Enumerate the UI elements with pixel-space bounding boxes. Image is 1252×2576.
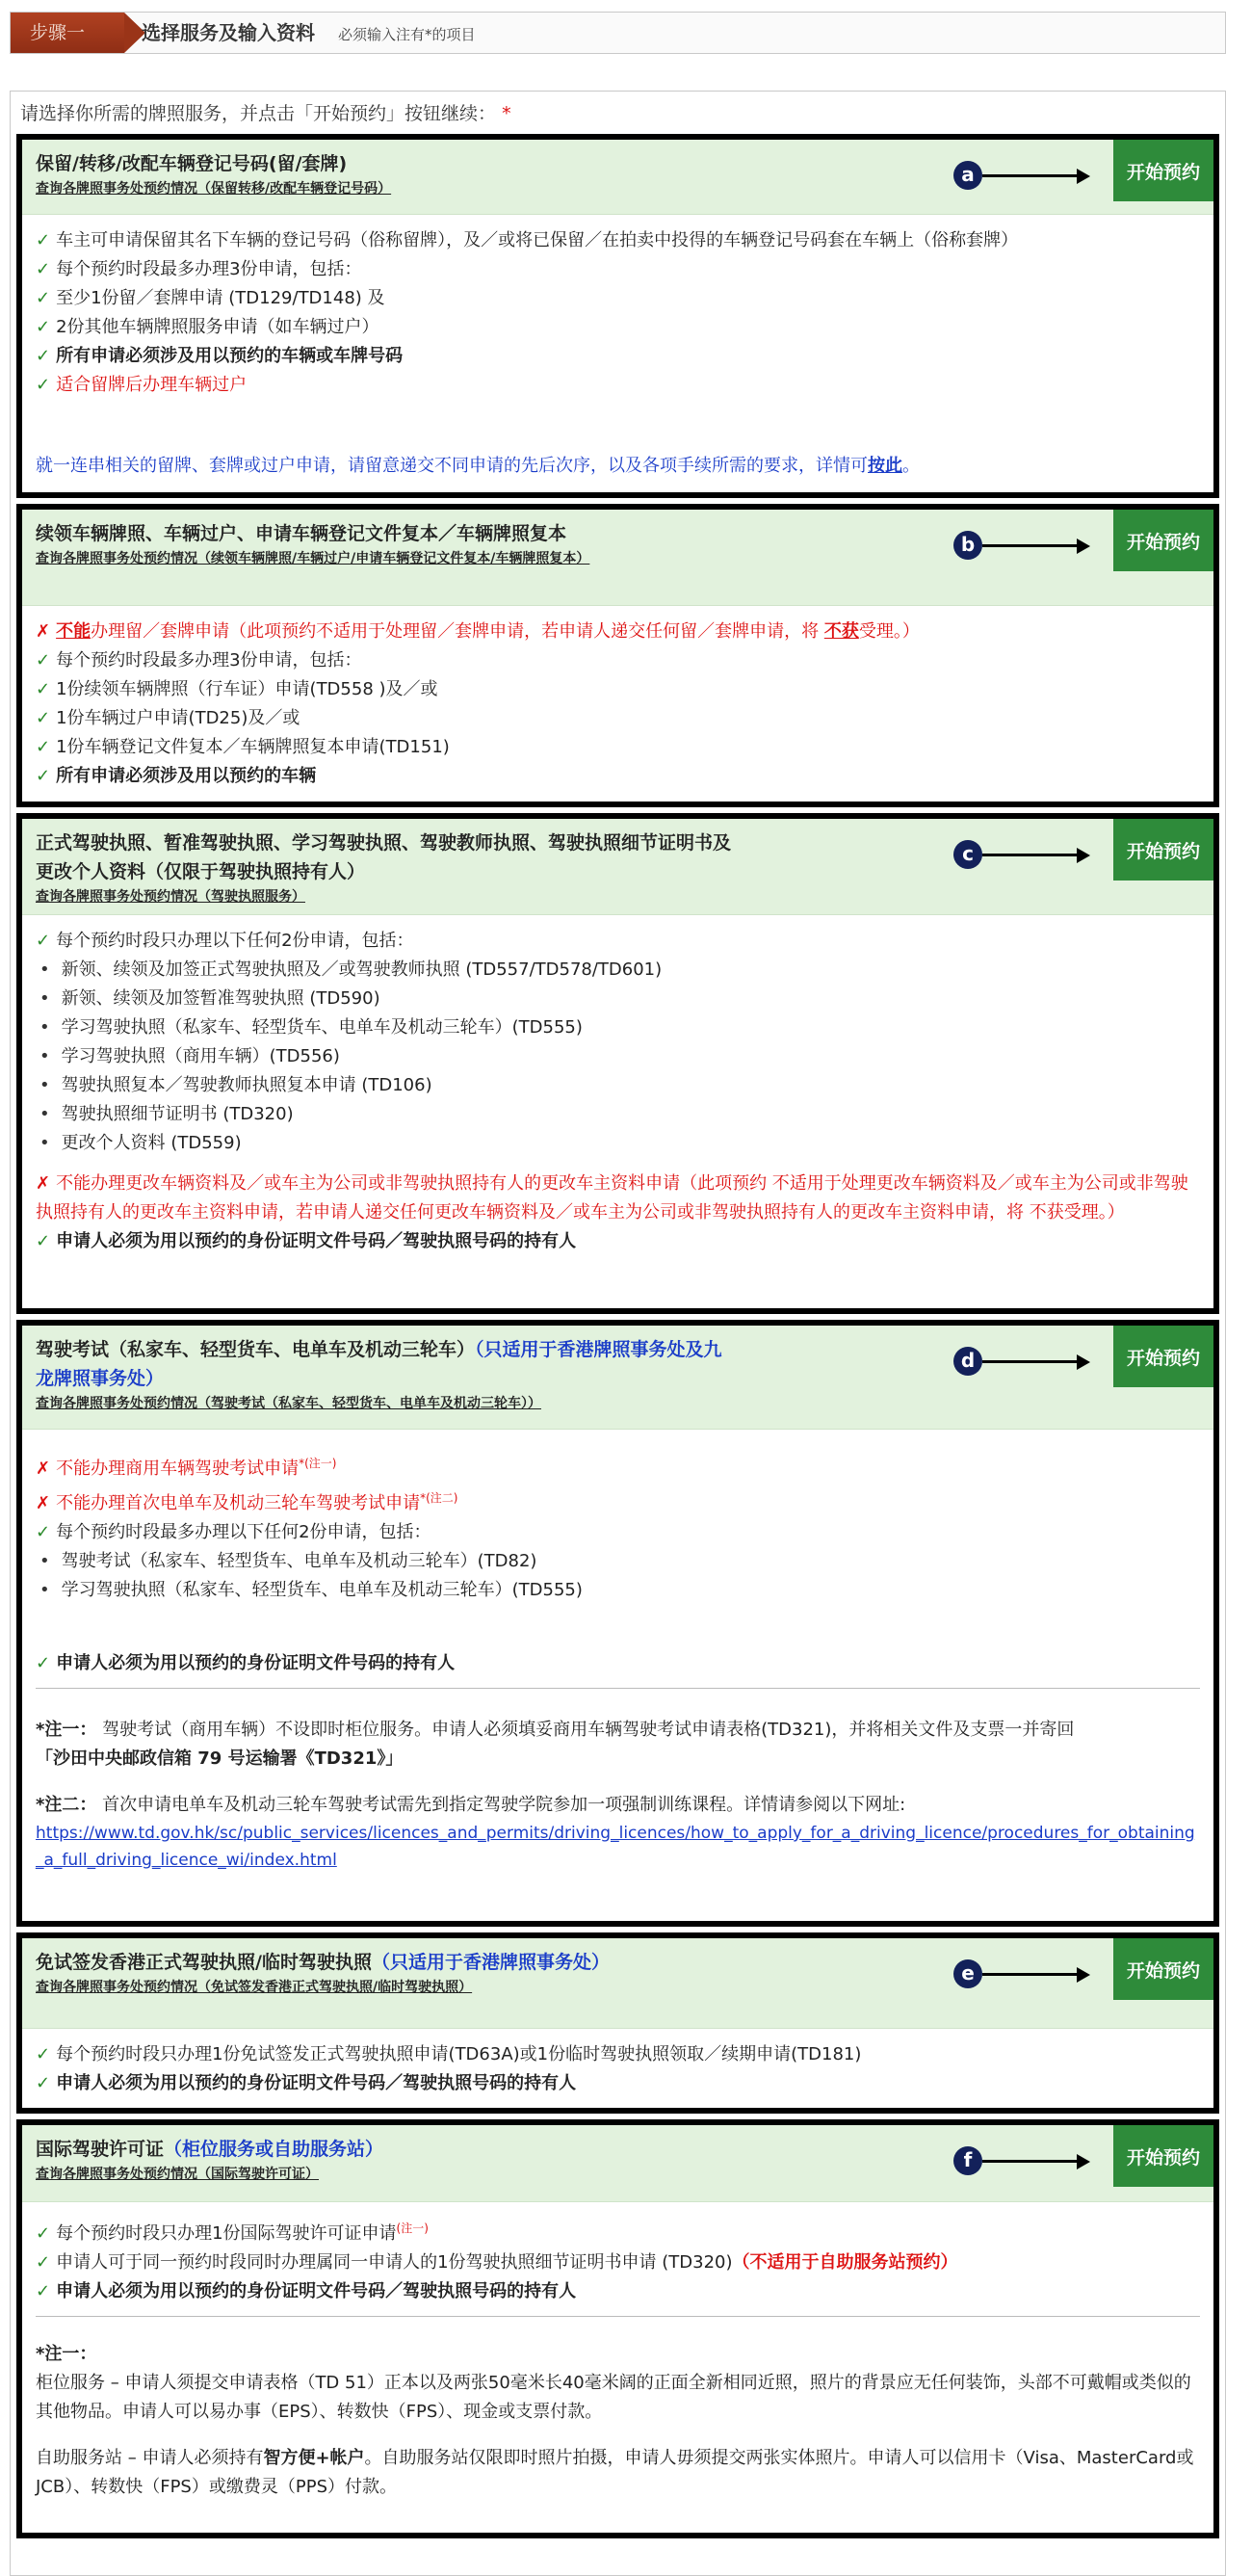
- note-ref: *(注一): [299, 1457, 337, 1470]
- availability-link[interactable]: 查询各牌照事务处预约情况（驾驶考试（私家车、轻型货车、电单车及机动三轮车））: [36, 1396, 541, 1411]
- panel-header: [22, 1938, 1213, 2029]
- arrow-icon: [982, 854, 1079, 856]
- mailing-address: 「沙田中央邮政信箱 79 号运输署《TD321》」: [36, 1748, 404, 1769]
- note-label: *注一：: [36, 2344, 97, 2364]
- kiosk-exclusion: （不适用于自助服务站预约）: [732, 2252, 958, 2273]
- service-panel-f: [16, 2119, 1219, 2538]
- warning-item: [36, 1170, 1200, 1227]
- service-selection-form: [10, 91, 1226, 2576]
- list-item: [36, 284, 1200, 313]
- list-item: [36, 1518, 1200, 1547]
- check-icon: ✓: [36, 1653, 51, 1673]
- service-panel-b: [16, 504, 1219, 807]
- item-text: 1份车辆登记文件复本／车辆牌照复本申请(TD151): [56, 737, 450, 757]
- item-text: 适合留牌后办理车辆过户: [56, 375, 248, 395]
- arrow-head-icon: [1077, 1967, 1090, 1983]
- start-booking-button[interactable]: 开始预约: [1113, 140, 1213, 201]
- start-booking-button[interactable]: 开始预约: [1113, 819, 1213, 881]
- list-item: [36, 927, 1200, 956]
- title-scope: （柜位服务或自助服务站）: [164, 2139, 384, 2160]
- title-text: 驾驶考试（私家车、轻型货车、电单车及机动三轮车）: [36, 1339, 476, 1360]
- warning-item: [36, 1449, 1200, 1484]
- start-booking-button[interactable]: 开始预约: [1113, 1938, 1213, 2000]
- list-item: [36, 675, 1200, 704]
- warning-item: [36, 618, 1200, 646]
- divider: [36, 2316, 1200, 2317]
- list-item: [36, 704, 1200, 733]
- list-item: [36, 2277, 1200, 2306]
- marker-d: [953, 1347, 1098, 1376]
- item-text: 至少1份留／套牌申请 (TD129/TD148) 及: [56, 288, 385, 308]
- arrow-icon: [982, 1973, 1079, 1976]
- panel-header: [22, 510, 1213, 606]
- note-text: 自助服务站 – 申请人必须持有: [36, 2448, 264, 2468]
- warn-text: 不能办理首次电单车及机动三轮车驾驶考试申请: [56, 1493, 421, 1513]
- arrow-icon: [982, 1360, 1079, 1363]
- note-text: 。自助服务站仅限即时照片拍摄，申请人毋须提交两张实体照片。申请人可以信用卡（Visa、MasterCard或JCB）、转数快（FPS）或缴费灵（PPS）付款。: [36, 2448, 1194, 2497]
- bullet-item: • 驾驶执照复本／驾驶教师执照复本申请 (TD106): [36, 1071, 1200, 1100]
- item-text: 1份车辆过户申请(TD25)及／或: [56, 708, 300, 728]
- panel-header: [22, 140, 1213, 215]
- bullet-item: • 新领、续领及加签正式驾驶执照及／或驾驶教师执照 (TD557/TD578/TD601): [36, 956, 1200, 985]
- item-text: 每个预约时段只办理以下任何2份申请，包括：: [56, 931, 414, 951]
- item-text: 所有申请必须涉及用以预约的车辆: [56, 766, 317, 786]
- item-text: 每个预约时段最多办理以下任何2份申请，包括：: [56, 1522, 431, 1542]
- marker-label: a: [953, 161, 982, 190]
- marker-e: [953, 1959, 1098, 1988]
- step-badge: 步骤一: [11, 13, 124, 53]
- item-text: 申请人可于同一预约时段同时办理属同一申请人的1份驾驶执照细节证明书申请 (TD320): [56, 2252, 733, 2273]
- panel-body: [22, 606, 1213, 802]
- arrow-icon: [982, 2160, 1079, 2163]
- marker-label: b: [953, 531, 982, 560]
- item-text: 2份其他车辆牌照服务申请（如车辆过户）: [56, 317, 379, 337]
- service-panel-a: [16, 134, 1219, 498]
- marker-b: [953, 531, 1098, 560]
- note-one: [36, 1716, 1200, 1745]
- divider: [36, 1688, 1200, 1689]
- warn-strong: 不能: [56, 621, 91, 642]
- check-icon: ✓: [36, 230, 51, 250]
- panel-title: [36, 2135, 1021, 2164]
- arrow-head-icon: [1077, 169, 1090, 184]
- panel-body: [22, 915, 1213, 1268]
- title-text: 国际驾驶许可证: [36, 2139, 165, 2160]
- panel-title: [36, 1948, 1021, 1977]
- check-icon: ✓: [36, 766, 51, 786]
- note-label: *注一：: [36, 1720, 97, 1740]
- list-item: [36, 313, 1200, 342]
- warn-text: 不能办理商用车辆驾驶考试申请: [56, 1459, 300, 1479]
- warn-text: 办理留／套牌申请（此项预约不适用于处理留／套牌申请，若申请人递交任何留／套牌申请，将: [91, 621, 820, 642]
- footer-note: [36, 452, 1200, 481]
- item-text: 每个预约时段只办理1份免试签发正式驾驶执照申请(TD63A)或1份临时驾驶执照领取／续期申请(TD181): [56, 2044, 862, 2064]
- note-ref: *(注二): [420, 1491, 458, 1505]
- check-icon: ✓: [36, 931, 51, 951]
- list-item: [36, 733, 1200, 762]
- arrow-head-icon: [1077, 1354, 1090, 1370]
- item-text: 每个预约时段只办理1份国际驾驶许可证申请: [56, 2223, 397, 2244]
- panel-title: [36, 1335, 1021, 1393]
- iam-smart-account: 智方便+帐户: [263, 2448, 365, 2468]
- check-icon: ✓: [36, 259, 51, 279]
- marker-label: e: [953, 1959, 982, 1988]
- arrow-icon: [982, 174, 1079, 177]
- arrow-head-icon: [1077, 539, 1090, 554]
- check-icon: ✓: [36, 1522, 51, 1542]
- service-panel-e: [16, 1932, 1219, 2114]
- panel-body: [22, 1430, 1213, 1885]
- service-panel-d: [16, 1320, 1219, 1927]
- step-note: 必须输入注有*的项目: [338, 26, 476, 43]
- check-icon: ✓: [36, 2044, 51, 2064]
- bullet-item: • 驾驶执照细节证明书 (TD320): [36, 1100, 1200, 1129]
- check-icon: ✓: [36, 346, 51, 366]
- start-booking-button[interactable]: 开始预约: [1113, 510, 1213, 571]
- check-icon: ✓: [36, 1231, 51, 1251]
- arrow-head-icon: [1077, 2154, 1090, 2169]
- list-item: [36, 2248, 1200, 2277]
- kiosk-note: [36, 2444, 1200, 2502]
- list-item: [36, 2040, 1200, 2069]
- availability-link[interactable]: 查询各牌照事务处预约情况（免试签发香港正式驾驶执照/临时驾驶执照）: [36, 1980, 473, 1995]
- marker-c: [953, 840, 1098, 869]
- check-icon: ✓: [36, 737, 51, 757]
- list-item: [36, 1227, 1200, 1256]
- bullet-item: • 学习驾驶执照（商用车辆）(TD556): [36, 1042, 1200, 1071]
- arrow-head-icon: [1077, 848, 1090, 863]
- step-title: 选择服务及输入资料: [142, 21, 315, 44]
- panel-title: 正式驾驶执照、暂准驾驶执照、学习驾驶执照、驾驶教师执照、驾驶执照细节证明书及更改个人资料（仅限于驾驶执照持有人）: [36, 832, 732, 882]
- guideline-link[interactable]: https://www.td.gov.hk/sc/public_services/licences_and_permits/driving_licences/how_to_apply_for_a_driving_licence/procedures_for_obtaining_a_full_driving_licence_wi/index.html: [36, 1824, 1195, 1870]
- note-ref: (注一): [396, 2221, 429, 2235]
- required-star: *: [502, 103, 511, 124]
- item-text: 每个预约时段最多办理3份申请，包括：: [56, 650, 362, 670]
- bullet-item: • 学习驾驶执照（私家车、轻型货车、电单车及机动三轮车）(TD555): [36, 1013, 1200, 1042]
- cross-icon: ✗: [36, 1173, 51, 1194]
- footer-end: 。: [902, 456, 920, 476]
- service-panel-c: [16, 813, 1219, 1314]
- item-text: 所有申请必须涉及用以预约的车辆或车牌号码: [56, 346, 404, 366]
- item-text: 每个预约时段最多办理3份申请，包括：: [56, 259, 362, 279]
- check-icon: ✓: [36, 708, 51, 728]
- arrow-icon: [982, 544, 1079, 547]
- item-text: 车主可申请保留其名下车辆的登记号码（俗称留牌），及／或将已保留／在拍卖中投得的车辆登记号码套在车辆上（俗称套牌）: [56, 230, 1019, 250]
- bullet-item: • 驾驶考试（私家车、轻型货车、电单车及机动三轮车）(TD82): [36, 1547, 1200, 1576]
- title-text: 免试签发香港正式驾驶执照/临时驾驶执照: [36, 1952, 372, 1973]
- step-header: [10, 12, 1226, 54]
- cross-icon: ✗: [36, 621, 51, 642]
- item-text: 申请人必须为用以预约的身份证明文件号码／驾驶执照号码的持有人: [56, 2073, 577, 2093]
- list-item: [36, 342, 1200, 371]
- check-icon: ✓: [36, 2281, 51, 2301]
- item-text: 1份续领车辆牌照（行车证）申请(TD558 )及／或: [56, 679, 438, 699]
- panel-body: [22, 2202, 1213, 2513]
- item-text: 申请人必须为用以预约的身份证明文件号码的持有人: [56, 1653, 456, 1673]
- availability-link[interactable]: 查询各牌照事务处预约情况（国际驾驶许可证）: [36, 2167, 319, 2182]
- warn-strong: 不获: [823, 621, 859, 642]
- note-text: 首次申请电单车及机动三轮车驾驶考试需先到指定驾驶学院参加一项强制训练课程。详情请参阅以下网址:: [102, 1795, 906, 1815]
- warn-text: 受理。）: [858, 621, 920, 642]
- availability-link[interactable]: 查询各牌照事务处预约情况（保留转移/改配车辆登记号码）: [36, 181, 392, 197]
- list-item: [36, 762, 1200, 791]
- counter-service-note: 柜位服务 – 申请人须提交申请表格（TD 51）正本以及两张50毫米长40毫米阔的正面全新相同近照，照片的背景应无任何装饰，头部不可戴帽或类似的其他物品。申请人可以易办事（EPS）、转数快（FPS）、现金或支票付款。: [36, 2373, 1191, 2422]
- cross-icon: ✗: [36, 1493, 51, 1513]
- check-icon: ✓: [36, 2073, 51, 2093]
- bullet-item: • 更改个人资料 (TD559): [36, 1129, 1200, 1158]
- item-text: 申请人必须为用以预约的身份证明文件号码／驾驶执照号码的持有人: [56, 2281, 577, 2301]
- panel-body: [22, 215, 1213, 492]
- note-text: 驾驶考试（商用车辆）不设即时柜位服务。申请人必须填妥商用车辆驾驶考试申请表格(TD321)，并将相关文件及支票一并寄回: [102, 1720, 1075, 1740]
- panel-body: [22, 2029, 1213, 2110]
- list-item: [36, 371, 1200, 400]
- check-icon: ✓: [36, 288, 51, 308]
- start-booking-button[interactable]: 开始预约: [1113, 2125, 1213, 2187]
- note-two: [36, 1791, 1200, 1820]
- marker-label: c: [953, 840, 982, 869]
- list-item: [36, 2214, 1200, 2248]
- intro-text: [20, 99, 511, 125]
- marker-label: d: [953, 1347, 982, 1376]
- panel-header: [22, 819, 1213, 915]
- item-text: 申请人必须为用以预约的身份证明文件号码／驾驶执照号码的持有人: [56, 1231, 577, 1251]
- start-booking-button[interactable]: 开始预约: [1113, 1326, 1213, 1387]
- panel-title: 续领车辆牌照、车辆过户、申请车辆登记文件复本／车辆牌照复本: [36, 523, 567, 544]
- check-icon: ✓: [36, 2223, 51, 2244]
- availability-link[interactable]: 查询各牌照事务处预约情况（驾驶执照服务）: [36, 889, 305, 905]
- list-item: [36, 255, 1200, 284]
- check-icon: ✓: [36, 2252, 51, 2273]
- marker-f: [953, 2146, 1098, 2175]
- intro-label: 请选择你所需的牌照服务，并点击「开始预约」按钮继续：: [20, 103, 497, 124]
- bullet-item: • 学习驾驶执照（私家车、轻型货车、电单车及机动三轮车）(TD555): [36, 1576, 1200, 1605]
- panel-header: [22, 1326, 1213, 1430]
- details-link[interactable]: 按此: [868, 456, 902, 476]
- list-item: [36, 1649, 1200, 1678]
- cross-icon: ✗: [36, 1459, 51, 1479]
- title-scope: （只适用于香港牌照事务处及九龙牌照事务处）: [36, 1339, 722, 1389]
- panel-title: 保留/转移/改配车辆登记号码(留/套牌): [36, 153, 348, 174]
- panel-header: [22, 2125, 1213, 2202]
- warn-text: 不能办理更改车辆资料及／或车主为公司或非驾驶执照持有人的更改车主资料申请（此项预约 不适用于处理更改车辆资料及／或车主为公司或非驾驶执照持有人的更改车主资料申请，若申请人递交任何更改车辆资料及／或车主为公司或非驾驶执照持有人的更改车主资料申请，将 不获受理。）: [36, 1173, 1188, 1222]
- list-item: [36, 2069, 1200, 2098]
- check-icon: ✓: [36, 679, 51, 699]
- availability-link[interactable]: 查询各牌照事务处预约情况（续领车辆牌照/车辆过户/申请车辆登记文件复本/车辆牌照复本）: [36, 551, 590, 566]
- note-label: *注二：: [36, 1795, 97, 1815]
- bullet-item: • 新领、续领及加签暂准驾驶执照 (TD590): [36, 985, 1200, 1013]
- check-icon: ✓: [36, 650, 51, 670]
- marker-label: f: [953, 2146, 982, 2175]
- list-item: [36, 226, 1200, 255]
- check-icon: ✓: [36, 375, 51, 395]
- title-scope: （只适用于香港牌照事务处）: [371, 1952, 610, 1973]
- warning-item: [36, 1484, 1200, 1518]
- check-icon: ✓: [36, 317, 51, 337]
- marker-a: [953, 161, 1098, 190]
- list-item: [36, 646, 1200, 675]
- footer-text: 就一连串相关的留牌、套牌或过户申请，请留意递交不同申请的先后次序，以及各项手续所需的要求，详情可: [36, 456, 868, 476]
